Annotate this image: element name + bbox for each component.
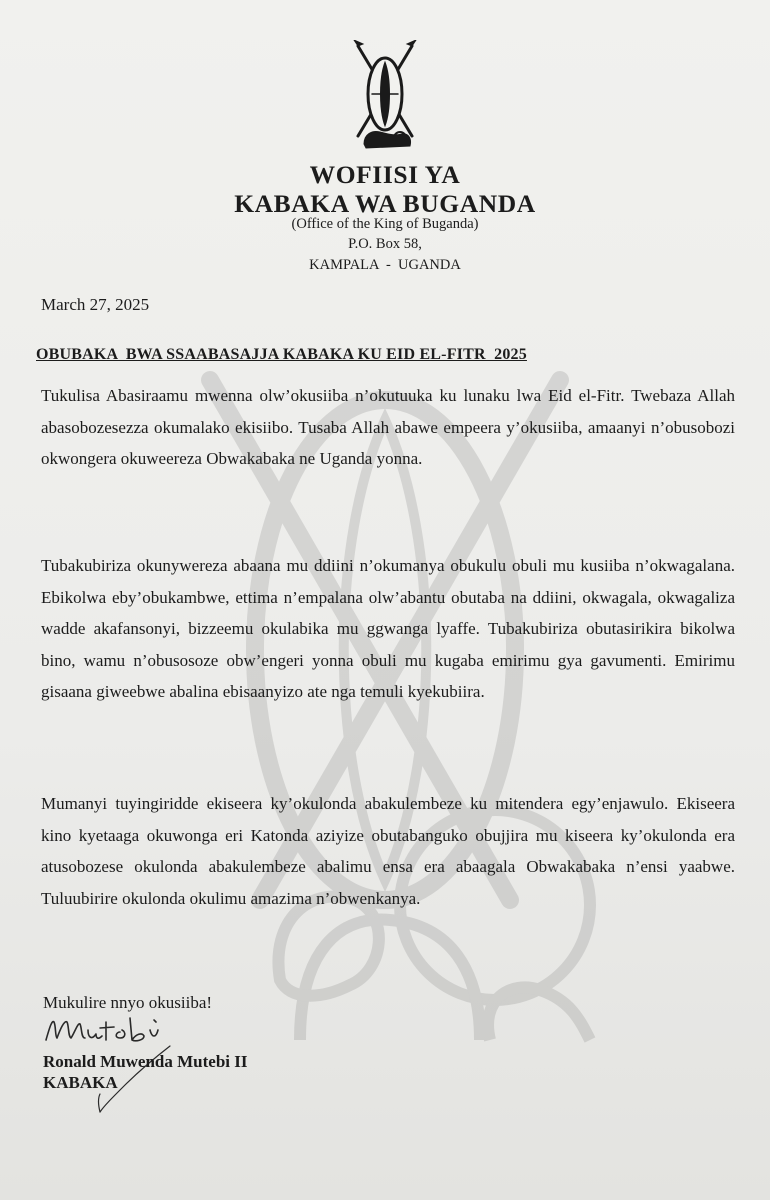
body-paragraph-3: Mumanyi tuyingiridde ekiseera ky’okulonda abakulembeze ku mitendera egy’enjawulo. Ekiseera kino kyetaaga okuwonga eri Katonda aziyize obutabanguko obujjira mu kiseera ky’okulonda era atusobozese okulonda abakulembeze abalimu ensa era abaagala Obwakabaka n’ensi yaabwe. Tuluubirire okulonda okulimu amazima n’obwenkanya. — [41, 794, 735, 908]
letter-subject: OBUBAKA BWA SSAABASAJJA KABAKA KU EID EL-FITR 2025 — [36, 346, 527, 363]
letterhead-line-1: WOFIISI YA — [309, 160, 461, 189]
letterhead-line-2: KABAKA WA BUGANDA — [234, 189, 536, 218]
body-paragraph-1: Tukulisa Abasiraamu mwenna olw’okusiiba n’okutuuka ku lunaku lwa Eid el-Fitr. Twebaza Allah abasobozesezza okumalako ekisiibo. Tusaba Allah abawe empeera y’okusiiba, amaanyi n’obusobozi okwongera okuweereza Obwakabaka ne Uganda yonna. — [41, 386, 735, 468]
signer-name: Ronald Muwenda Mutebi II — [43, 1052, 248, 1071]
letterhead-city: KAMPALA - UGANDA — [309, 257, 461, 273]
letter-date: March 27, 2025 — [41, 295, 150, 314]
closing-line: Mukulire nnyo okusiiba! — [43, 993, 213, 1012]
letterhead-english-name: (Office of the King of Buganda) — [291, 216, 479, 232]
body-paragraph-2: Tubakubiriza okunywereza abaana mu ddiini n’okumanya obukulu obuli mu kusiiba n’okwagalana. Ebikolwa eby’obukambwe, ettima n’empalana olw’abantu obutaba na ddiini, okwagala, okwagaliza wadde akafansonyi, bizzeemu okulabika mu ggwanga lyaffe. Tubakubiriza obutasirikira bikolwa bino, wamu n’obusosoze obw’engeri yonna obuli mu kugaba emirimu gya gavumenti. Emirimu gisaana giweebwe abalina ebisaanyizo ate nga temuli kyekubiira. — [41, 556, 735, 701]
signer-title: KABAKA — [43, 1073, 118, 1092]
letterhead-po-box: P.O. Box 58, — [348, 236, 422, 252]
buganda-emblem-icon — [352, 40, 418, 154]
